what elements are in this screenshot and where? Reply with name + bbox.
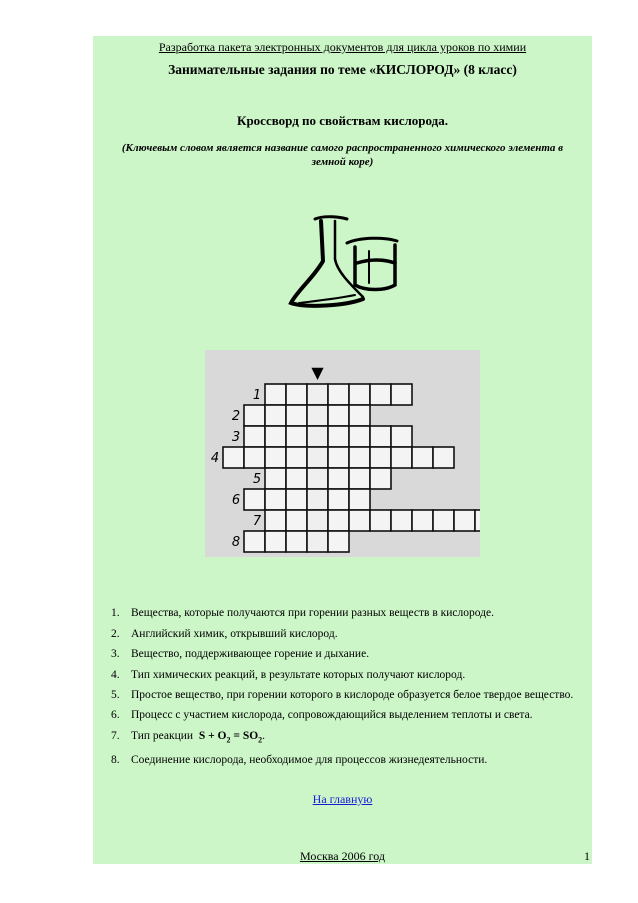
crossword-cell	[265, 384, 286, 405]
crossword-cell	[286, 405, 307, 426]
crossword-cell	[370, 384, 391, 405]
clue-list	[111, 606, 581, 774]
crossword-row-number: 8	[231, 535, 241, 550]
crossword-cell	[265, 489, 286, 510]
crossword-cell	[349, 468, 370, 489]
crossword-row-number: 5	[252, 472, 262, 487]
crossword-cell	[349, 426, 370, 447]
list-item: 7. Тип реакции $S + O_2 = SO_2$.	[111, 729, 266, 744]
crossword-cell	[391, 426, 412, 447]
crossword-cell	[328, 531, 349, 552]
footer-city-year: Москва 2006 год	[299, 849, 386, 863]
crossword-cell	[433, 447, 454, 468]
crossword-cell	[349, 489, 370, 510]
crossword-cell	[244, 489, 265, 510]
document-header: Разработка пакета электронных документов для цикла уроков по химии	[158, 40, 527, 54]
keyword-note: (Ключевым словом является название самого распространенного химического элемента в земной коре)	[121, 142, 564, 168]
crossword-cell	[265, 447, 286, 468]
crossword-cell	[307, 531, 328, 552]
crossword-cell	[307, 405, 328, 426]
crossword-cell	[328, 426, 349, 447]
page-number: 1	[584, 849, 590, 863]
crossword-image	[205, 350, 480, 557]
crossword-cell	[265, 426, 286, 447]
crossword-cell	[307, 447, 328, 468]
crossword-row-number: 6	[231, 493, 241, 508]
document-page	[93, 36, 592, 864]
list-item: 3. Вещество, поддерживающее горение и дыхание.	[111, 648, 370, 660]
crossword-cell	[349, 510, 370, 531]
crossword-cell	[454, 510, 475, 531]
crossword-cell	[286, 489, 307, 510]
crossword-cell	[286, 384, 307, 405]
crossword-cell	[475, 510, 480, 531]
crossword-cell	[370, 447, 391, 468]
crossword-row-number: 4	[210, 451, 220, 466]
crossword-cell	[370, 468, 391, 489]
crossword-cell	[349, 384, 370, 405]
crossword-cell	[349, 405, 370, 426]
crossword-cell	[307, 510, 328, 531]
crossword-cell	[370, 426, 391, 447]
crossword-cell	[307, 489, 328, 510]
crossword-cell	[307, 468, 328, 489]
chemistry-flask-icon	[285, 211, 405, 311]
crossword-cell	[286, 531, 307, 552]
crossword-cell	[328, 384, 349, 405]
home-link[interactable]: На главную	[312, 792, 373, 806]
page-title: Занимательные задания по теме «КИСЛОРОД» (8 класс)	[168, 62, 517, 77]
crossword-cell	[328, 405, 349, 426]
crossword-cell	[286, 447, 307, 468]
crossword-cell	[307, 426, 328, 447]
crossword-cell	[370, 510, 391, 531]
crossword-cell	[412, 510, 433, 531]
crossword-row-number: 1	[252, 388, 262, 403]
crossword-cell	[349, 447, 370, 468]
crossword-cell	[433, 510, 454, 531]
crossword-cell	[391, 510, 412, 531]
crossword-cell	[307, 384, 328, 405]
keyword-marker-icon: ▼	[311, 363, 324, 382]
crossword-cell	[328, 510, 349, 531]
crossword-cell	[412, 447, 433, 468]
crossword-cell	[286, 426, 307, 447]
crossword-cell	[244, 447, 265, 468]
crossword-cell	[265, 531, 286, 552]
crossword-cell	[328, 468, 349, 489]
crossword-cell	[328, 447, 349, 468]
crossword-cell	[286, 510, 307, 531]
crossword-grid	[205, 350, 480, 557]
crossword-cell	[223, 447, 244, 468]
crossword-cell	[244, 426, 265, 447]
list-item: 6. Процесс с участием кислорода, сопровождающийся выделением теплоты и света.	[111, 709, 533, 721]
crossword-cell	[244, 405, 265, 426]
list-item: 2. Английский химик, открывший кислород.	[111, 627, 338, 640]
crossword-cell	[286, 468, 307, 489]
crossword-row-number: 2	[231, 409, 241, 424]
crossword-cell	[265, 510, 286, 531]
crossword-row-number: 3	[231, 430, 241, 445]
reaction-formula: $S + O_2 = SO_2$	[198, 729, 263, 744]
list-item: 8. Соединение кислорода, необходимое для процессов жизнедеятельности.	[111, 754, 488, 767]
list-item: 1. Вещества, которые получаются при горении разных веществ в кислороде.	[111, 607, 494, 619]
crossword-cell	[244, 531, 265, 552]
crossword-title: Кроссворд по свойствам кислорода.	[237, 113, 448, 128]
crossword-cell	[391, 384, 412, 405]
crossword-cell	[265, 468, 286, 489]
list-item: 5. Простое вещество, при горении которого в кислороде образуется белое твердое вещество.	[111, 689, 574, 701]
crossword-cell	[328, 489, 349, 510]
crossword-cell	[265, 405, 286, 426]
crossword-row-number: 7	[252, 514, 262, 529]
crossword-cell	[391, 447, 412, 468]
list-item: 4. Тип химических реакций, в результате которых получают кислород.	[111, 668, 466, 681]
